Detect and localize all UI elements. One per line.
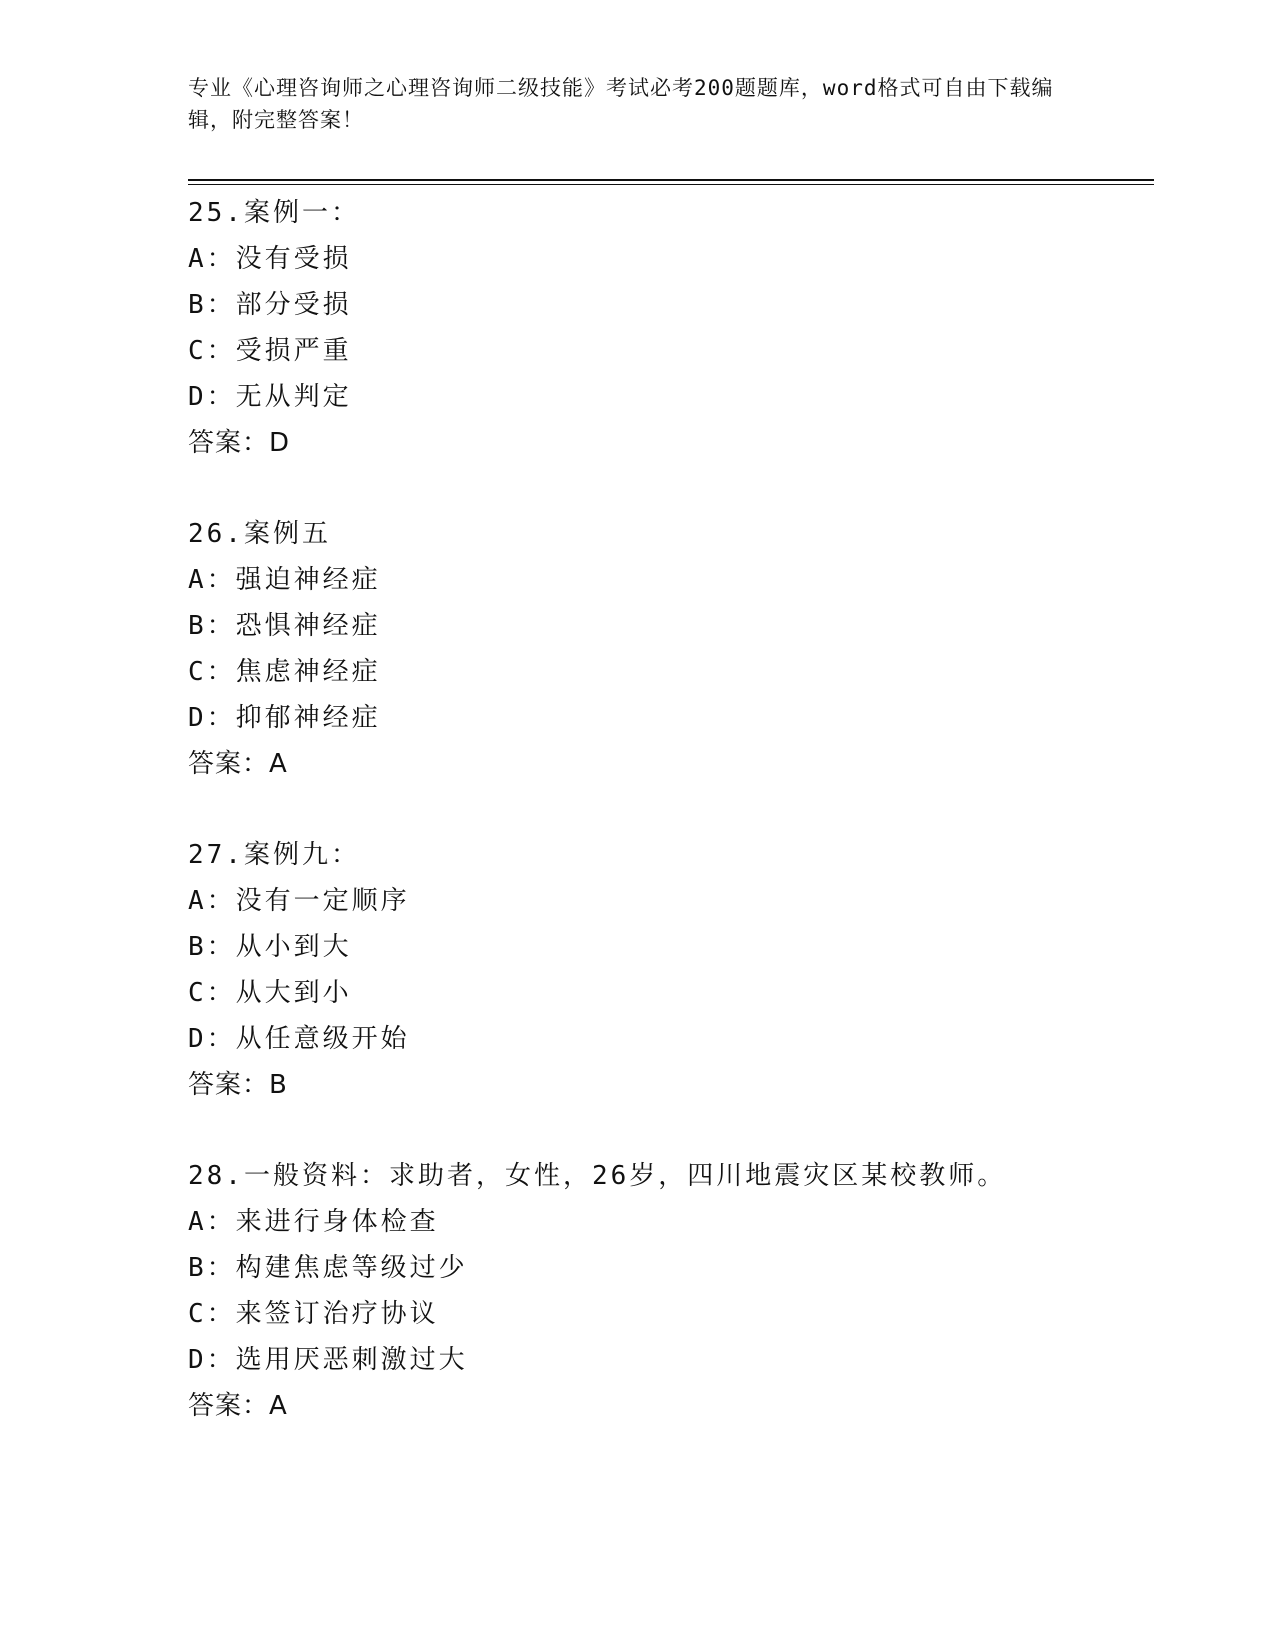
option-b: B：从小到大 (188, 932, 352, 962)
option-d: D：从任意级开始 (188, 1024, 410, 1054)
option-c: C：来签订治疗协议 (188, 1299, 439, 1329)
option-b: B：恐惧神经症 (188, 611, 381, 641)
option-b: B：构建焦虑等级过少 (188, 1253, 468, 1283)
option-c: C：从大到小 (188, 978, 352, 1008)
document-header: 专业《心理咨询师之心理咨询师二级技能》考试必考200题题库，word格式可自由下载编辑，附完整答案！ (188, 76, 1054, 132)
option-b: B：部分受损 (188, 290, 352, 320)
option-a: A：没有一定顺序 (188, 886, 410, 916)
answer-label: 答案：A (188, 1391, 288, 1421)
option-a: A：来进行身体检查 (188, 1207, 439, 1237)
question-stem: 25.案例一： (188, 198, 360, 228)
question-27 (188, 832, 1154, 1108)
header-divider-thin (188, 184, 1154, 185)
question-stem: 28.一般资料：求助者，女性，26岁，四川地震灾区某校教师。 (188, 1161, 1007, 1191)
header-divider-thick (188, 179, 1154, 181)
option-a: A：强迫神经症 (188, 565, 381, 595)
option-d: D：选用厌恶刺激过大 (188, 1345, 468, 1375)
option-d: D：无从判定 (188, 382, 352, 412)
option-d: D：抑郁神经症 (188, 703, 381, 733)
option-c: C：焦虑神经症 (188, 657, 381, 687)
question-28 (188, 1153, 1154, 1429)
question-stem: 27.案例九： (188, 840, 360, 870)
answer-label: 答案：A (188, 749, 288, 779)
answer-label: 答案：D (188, 428, 291, 458)
question-26 (188, 511, 1154, 787)
question-25 (188, 190, 1154, 466)
option-a: A：没有受损 (188, 244, 352, 274)
answer-label: 答案：B (188, 1070, 288, 1100)
option-c: C：受损严重 (188, 336, 352, 366)
question-stem: 26.案例五 (188, 519, 331, 549)
question-list (188, 190, 1154, 1474)
